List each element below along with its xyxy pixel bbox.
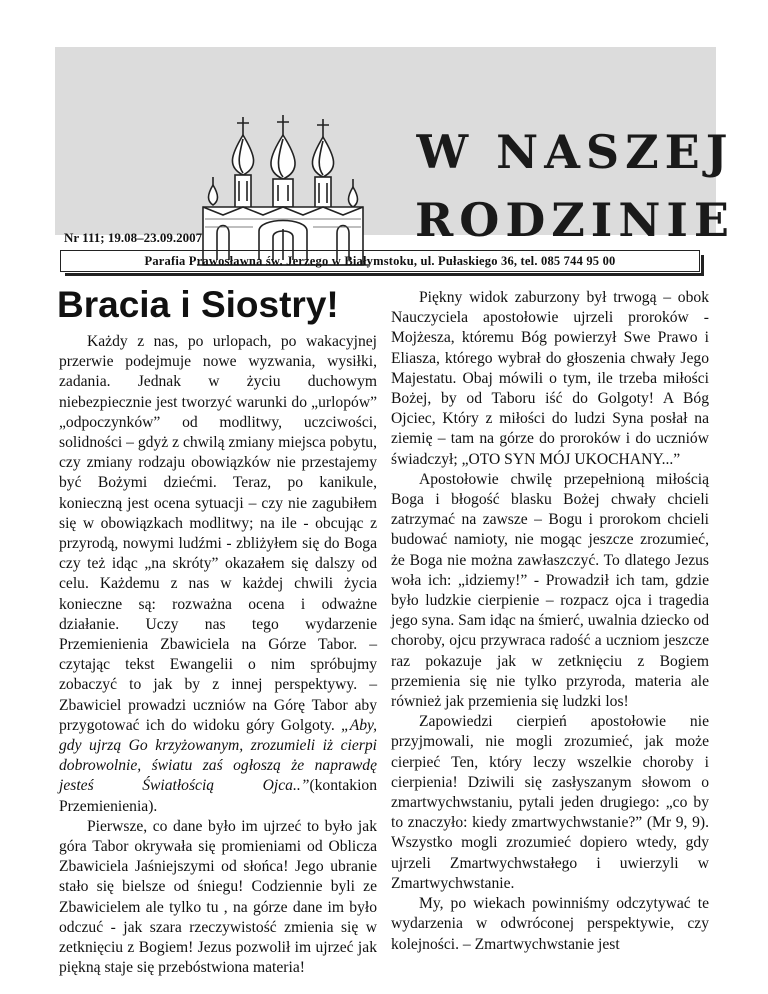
left-column: [59, 332, 377, 979]
right-column: [391, 288, 709, 955]
title-line-1: W NASZEJ: [416, 125, 734, 179]
right-paragraph-3: Zapowiedzi cierpień apostołowie nie przyjmowali, nie mogli zrozumieć, jak może cierpieć Ten, który leczy wszelkie choroby i cierpienia! Dziwili się zasłyszanym słowom o zmartwychwstaniu, pytali jeden drugiego: „co by to znaczyło: kiedy zmartwychwstanie?” (Mr 9, 9). Wszystko mogli zrozumieć dopiero wtedy, gdy ujrzeli Zmartwychwstałego i uwierzyli w Zmartwychwstanie.: [391, 713, 709, 892]
kontakion-quote: „Aby, gdy ujrzą Go krzyżowanym, zrozumieli iż cierpi dobrowolnie, światu zaś ogłoszą że naprawdę jesteś Światłością Ojca..”: [59, 716, 377, 795]
paragraph-text: (kontakion Przemienienia).: [59, 777, 377, 815]
left-paragraph-2: Pierwsze, co dane było im ujrzeć to było jak góra Tabor okrywała się promieniami od Oblicza Zbawiciela Jaśniejszymi od słońca! Jego ubranie stało się bielsze od śniegu! Codziennie byli ze Zbawicielem ale tylko tu , na górze dane im było odczuć - jak szara rzeczywistość zmienia się w zetknięciu z Bogiem! Jezus pozwolił im ujrzeć jak piękną staje się przebóstwiona materia!: [59, 817, 377, 977]
left-paragraph-1: [59, 332, 377, 817]
parish-info-box: Parafia Prawosławna św. Jerzego w Białymstoku, ul. Pułaskiego 36, tel. 085 744 95 00: [60, 250, 700, 272]
article-heading: Bracia i Siostry!: [57, 284, 339, 325]
right-paragraph-1: Piękny widok zaburzony był trwogą – obok Nauczyciela apostołowie ujrzeli proroków - Mojżesza, któremu Bóg powierzył Swe Prawo i Eliasza, którego wybrał do głoszenia chwały Jego Majestatu. Obaj mówili o tym, ile trzeba miłości Bożej, by od Taboru iść do Golgoty! A Bóg Ojciec, Który z miłości do ludzi Syna posłał na ziemię – tam na górze do proroków i do uczniów świadczył; „OTO SYN MÓJ UKOCHANY...”: [391, 289, 709, 468]
paragraph-text: Każdy z nas, po urlopach, po wakacyjnej przerwie podejmuje nowe wyzwania, wysiłki, zadania. Jednak w życiu duchowym niebezpiecznie jest tworzyć warunki do „urlopów” „odpoczynków” od modlitwy, uczciwości, solidności – gdyż z chwilą zmiany miejsca pobytu, czy zmiany rodzaju obowiązków nie przestajemy być Bożymi dziećmi. Teraz, po kanikule, konieczną jest ocena sytuacji – czy nie zagubiłem się w obowiązkach modlitwy; na ile - obcując z przyrodą, nowymi ludźmi - zbliżyłem się do Boga czy też idąc „na skróty” okazałem się dalszy od celu. Każdemu z nas w każdej chwili życia konieczne są: rozważna ocena i odważne działanie. Uczy nas tego wydarzenie Przemienienia Zbawiciela na Górze Tabor. – czytając tekst Ewangelii o nim spróbujmy zobaczyć to jak by z innej perspektywy. – Zbawiciel prowadzi uczniów na Górę Tabor aby przygotować ich do widoku góry Golgoty.: [59, 333, 377, 734]
right-paragraph-2: Apostołowie chwilę przepełnioną miłością Boga i błogość blasku Bożej chwały chcieli zatrzymać na zawsze – Bogu i prorokom chcieli budować namioty, nie mogąc jeszcze zrozumieć, że Boga nie można zawłaszczyć. To dlatego Jezus woła ich: „idziemy!” - Prowadził ich tam, gdzie było ludzkie cierpienie – rozpacz ojca i tragedia jego syna. Sam idąc na śmierć, uwalnia dziecko od choroby, ojcu przywraca radość a uczniom jeszcze raz pokazuje jak w zetknięciu z Bogiem przemienia się nie tylko przyroda, materia ale również jak przemienia się ludzki los!: [391, 470, 709, 711]
issue-number: Nr 111; 19.08–23.09.2007: [64, 230, 203, 245]
title-line-2: RODZINIE: [415, 193, 735, 247]
right-paragraph-4: My, po wiekach powinniśmy odczytywać te wydarzenia w odwróconej perspektywie, czy kolejności. – Zmartwychwstanie jest: [391, 895, 709, 953]
